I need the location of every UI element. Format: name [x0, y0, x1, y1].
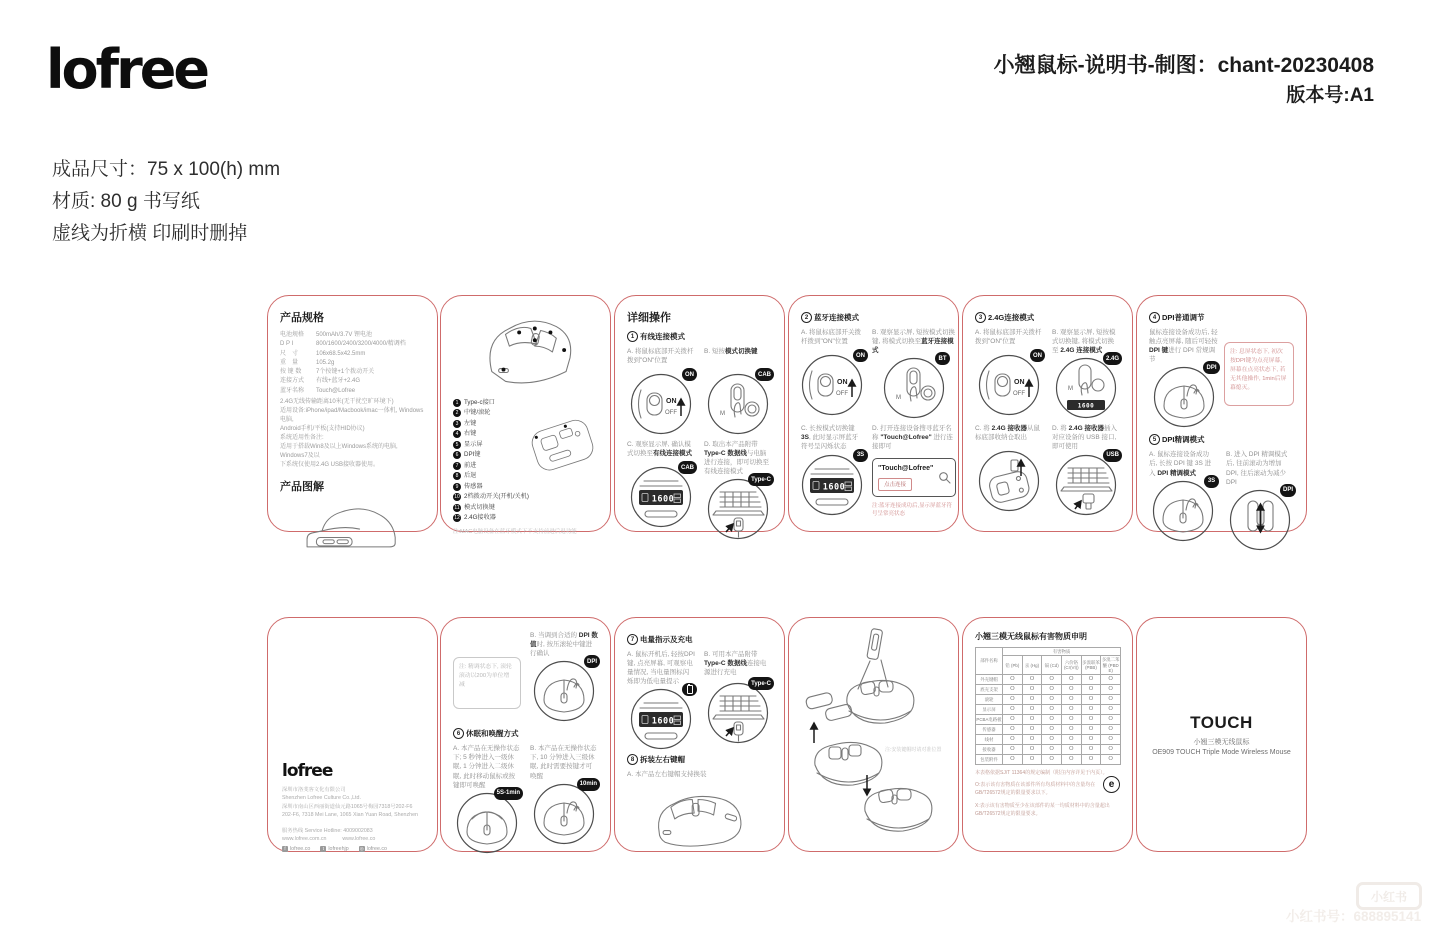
- step-text: B. 本产品在无操作状态下, 10 分钟进入三级休眠, 此时需要按键才可唤醒: [530, 745, 597, 780]
- section-battery: [627, 634, 772, 645]
- diagram-title: 产品图解: [280, 481, 324, 494]
- type-c-cable-diagram: [707, 478, 769, 540]
- product-name-cn: 小翘三模无线鼠标: [1193, 739, 1250, 746]
- spec-row: 重 量 105.2g: [280, 359, 335, 366]
- step-a: [627, 347, 695, 435]
- press-wheel-diagram: [533, 660, 595, 722]
- twitter-icon: t: [320, 846, 326, 852]
- address-cn: 深圳市南山区西丽街道仙元路1065号梅园7318号202-F6: [282, 803, 413, 810]
- social-row: [282, 846, 418, 852]
- step-a: [801, 328, 863, 419]
- svg-text:OFF: OFF: [836, 391, 848, 397]
- rohs-note-line: X:表示该有害物质至少在该部件的某一均质材料中的含量超出GB/T26572规定的限量要求。: [975, 802, 1110, 817]
- mac-note: 注:MAC电脑设备在蓝牙模式下不支持前进后退功能: [453, 529, 577, 536]
- section-number: 2: [801, 312, 812, 323]
- bt-note: 注:蓝牙连接成功后,显示屏蓝牙符号呈常亮状态: [872, 502, 953, 517]
- section-number: 7: [627, 634, 638, 645]
- step-b: [872, 328, 956, 419]
- panel-dpi: [1136, 295, 1307, 532]
- company-name-en: Shenzhen Lofree Culture Co.,Ltd.: [282, 795, 361, 802]
- section-sleep: [453, 728, 598, 739]
- step-text: C. 观察显示屏, 确认模式切换至有线连接模式: [627, 441, 692, 458]
- facebook-icon: f: [282, 846, 288, 852]
- svg-text:M: M: [720, 411, 725, 417]
- svg-text:1600: 1600: [651, 494, 675, 505]
- power-switch-diagram: [978, 354, 1040, 416]
- step-b: [704, 650, 772, 750]
- step-text: C. 将 2.4G 接收器从鼠标底部收纳仓取出: [975, 425, 1041, 442]
- step-a: [1149, 450, 1217, 550]
- callout-item: 10 2档拨动开关(开机/关机): [454, 493, 529, 501]
- step-text: A. 将鼠标底部开关拨杆拨到"ON"位置: [975, 329, 1042, 346]
- spec-note-line: 适用于搭载Win8及以上Windows系统的电脑, Windows7及以: [280, 444, 398, 460]
- rohs-title: 小翘三模无线鼠标有害物质申明: [975, 632, 1087, 641]
- svg-text:1600: 1600: [1077, 402, 1095, 410]
- callout-item: 8 后退: [453, 472, 598, 481]
- bluetooth-search-box: [872, 458, 956, 497]
- sleep-10min-badge: 10min: [577, 778, 600, 791]
- keycap-align-note: 注:安装键帽时请对准位置: [885, 747, 942, 753]
- mouse-bottom-illustration: [520, 414, 606, 480]
- dpi-press-diagram: [1153, 366, 1215, 428]
- rohs-row: 底壳支架 O O O O O O: [976, 685, 1121, 695]
- panel-battery-charging: [614, 617, 785, 852]
- svg-text:ON: ON: [1014, 379, 1025, 386]
- doc-title-line2: 版本号:A1: [1286, 84, 1374, 106]
- lofree-logo: lofree: [46, 38, 207, 101]
- step-text: B. 短按模式切换键: [704, 348, 758, 355]
- specs-title: 产品规格: [280, 312, 324, 324]
- bluetooth-name: "Touch@Lofree": [878, 464, 934, 472]
- step-text: D. 取出本产品附带 Type-C 数据线与电脑进行连接，即可切换至有线连接模式: [704, 441, 769, 476]
- step-c: [801, 424, 863, 518]
- receiver-removal-diagram: [978, 450, 1040, 512]
- step-a: [975, 328, 1043, 419]
- section-24g: [975, 312, 1120, 323]
- callout-item: 5 显示屏: [453, 441, 598, 450]
- power-switch-diagram: [801, 354, 863, 416]
- step-text: A. 将鼠标底部开关拨杆拨到"ON"位置: [801, 329, 861, 346]
- dpi-normal-step: [1149, 328, 1218, 428]
- svg-text:ON: ON: [837, 379, 848, 386]
- click-connect-button: 点击连接: [878, 478, 912, 491]
- usb-plug-diagram: [1055, 454, 1117, 516]
- step-b: [530, 744, 598, 853]
- battery-display-diagram: [630, 688, 692, 750]
- svg-text:M: M: [896, 395, 901, 402]
- dpi-screen-note: 注: 息屏状态下, 初次按DPI键为点亮屏幕, 屏幕在点亮状态下, 若无其他操作, 1min后屏幕熄灭。: [1224, 342, 1294, 406]
- step-text: D. 将 2.4G 接收器插入对应设备的 USB 接口, 即可使用: [1052, 425, 1118, 451]
- dpi-hold-diagram: [1152, 480, 1214, 542]
- sleep-mouse-diagram: [456, 792, 518, 854]
- cab-badge: CAB: [678, 461, 697, 474]
- svg-text:1600: 1600: [651, 716, 675, 727]
- step-b: [1052, 328, 1120, 419]
- step-b: [704, 347, 772, 435]
- rohs-row: 滚轮 O O O O O O: [976, 695, 1121, 705]
- websites: www.lofree.com.cn www.lofree.co: [282, 836, 376, 843]
- section-keycaps: [627, 754, 772, 765]
- step-text: B. 进入 DPI 精调模式后, 往前滚动为增加 DPI, 往后滚动为减少 DPI: [1226, 451, 1288, 486]
- rohs-notes: [975, 770, 1120, 819]
- dpi-badge: DPI: [1203, 361, 1219, 374]
- step-c: [975, 424, 1043, 515]
- callout-item: 2 中键/滚轮: [453, 409, 598, 418]
- section-number: 5: [1149, 434, 1160, 445]
- step-text: A. 鼠标开机后, 轻按DPI键, 点亮屏幕, 可观察电量情况, 当电量图标闪烁即为低电量提示: [627, 651, 695, 686]
- step-text: C. 长按模式切换键 3S, 此时显示屏蓝牙符号呈闪烁状态: [801, 425, 859, 451]
- callout-item: 11 模式切换键: [454, 503, 495, 511]
- step-text: 鼠标连接设备成功后, 轻触点亮屏幕, 随后可轻按 DPI 键进行 DPI 常规调节: [1149, 329, 1218, 364]
- callout-item: 1 Type-c接口: [453, 399, 598, 408]
- spec-note-line: 适用设备:iPhone/ipad/Macbook/imac一体机, Windows电脑,: [280, 408, 424, 424]
- address-en: 202-F6, 7318 Mei Lane, 1065 Xian Yuan Road, Shenzhen: [282, 812, 418, 819]
- 24g-badge: 2.4G: [1103, 352, 1122, 365]
- callout-item: 7 前进: [453, 462, 598, 471]
- company-name-cn: 深圳市洛斐客文化有限公司: [282, 787, 346, 793]
- product-brand-title: TOUCH: [1190, 713, 1253, 732]
- panel-wired-mode: [614, 295, 785, 532]
- spec-note-line: 下系统仅使用2.4G USB接收器使用。: [280, 462, 380, 469]
- mode-button-diagram: [883, 357, 945, 419]
- panel-bluetooth-mode: [788, 295, 959, 532]
- sleep-5s-badge: 5S-1min: [494, 787, 523, 800]
- display-diagram: [630, 466, 692, 528]
- svg-text:OFF: OFF: [1013, 391, 1025, 397]
- panel-24g-mode: [962, 295, 1133, 532]
- fine-tune-note: 注: 精调状态下, 滚轮滚动以200为单位增减: [453, 657, 521, 709]
- spec-row: 连接方式 有线+蓝牙+2.4G: [280, 378, 361, 385]
- xiaohongshu-watermark-badge: 小红书: [1356, 882, 1422, 910]
- facebook-handle: f lofree.co: [282, 846, 310, 852]
- type-c-badge: Type-C: [748, 677, 774, 690]
- section-label: DPI精调模式: [1162, 435, 1205, 445]
- spec-note-line: Android手机/平板(支持HID协议): [280, 426, 365, 433]
- rohs-row: 传感器 O O O O O O: [976, 724, 1121, 734]
- section-wired: [627, 331, 772, 342]
- section-number: 1: [627, 331, 638, 342]
- spec-row: 尺 寸 106x68.5x42.5mm: [280, 350, 366, 357]
- service-hotline: 服务热线 Service Hotline: 4009002083: [282, 827, 373, 834]
- hold-3s-badge: 3S: [1204, 475, 1219, 488]
- section-number: 8: [627, 754, 638, 765]
- step-b: [1226, 450, 1294, 550]
- step-a: [453, 744, 521, 853]
- material: 材质: 80 g 书写纸: [52, 190, 200, 212]
- print-spec-note: [52, 154, 280, 250]
- spec-row: 按 键 数 7个按键+1个拨动开关: [280, 369, 375, 376]
- instagram-icon: ◎: [359, 845, 364, 851]
- svg-text:ON: ON: [666, 398, 677, 405]
- deep-sleep-diagram: [533, 783, 595, 845]
- step-text: B. 可用本产品附带Type-C 数据线连接电源进行充电: [704, 651, 767, 677]
- spec-extra: [280, 398, 425, 470]
- panel-product-callouts: [440, 295, 611, 536]
- rohs-row: 外壳键帽 O O O O O O: [976, 675, 1121, 685]
- type-c-badge: Type-C: [748, 473, 774, 486]
- callout-item: 6 DPI键: [453, 451, 598, 460]
- step-d: [872, 424, 956, 518]
- spec-row: 蓝牙名称 Touch@Lofree: [280, 387, 356, 394]
- usb-badge: USB: [1103, 449, 1122, 462]
- section-label: 休眠和唤醒方式: [466, 729, 519, 739]
- callout-item: 3 左键: [453, 420, 598, 429]
- svg-text:OFF: OFF: [665, 410, 677, 416]
- step-text: D. 打开连接设备搜寻蓝牙名称 "Touch@Lofree" 进行连接即可: [872, 425, 954, 451]
- operations-title: 详细操作: [627, 312, 671, 324]
- scroll-wheel-diagram: [1229, 489, 1291, 551]
- callout-item: 12 2.4G接收器: [454, 514, 496, 522]
- step-text: B. 当调到合适的 DPI 数值时, 按压滚轮中键进行确认: [530, 632, 598, 658]
- product-name-en: OE909 TOUCH Triple Mode Wireless Mouse: [1152, 749, 1291, 756]
- twitter-handle: t lofreehjp: [320, 846, 348, 852]
- panel-keycap-removal: [788, 617, 959, 852]
- panel-hazardous-substances: [962, 617, 1133, 852]
- svg-text:M: M: [1068, 386, 1073, 393]
- step-c: [627, 440, 695, 540]
- dpi-confirm-step: [530, 631, 598, 722]
- section-number: 6: [453, 728, 464, 739]
- document-title: [994, 50, 1374, 110]
- battery-badge: [682, 683, 697, 696]
- section-dpi-normal: [1149, 312, 1294, 323]
- bt-badge: BT: [935, 352, 950, 365]
- section-label: 电量指示及充电: [640, 635, 693, 644]
- step-d: [704, 440, 772, 540]
- display-diagram: [801, 454, 863, 516]
- dpi-badge: DPI: [1280, 484, 1296, 497]
- step-text: B. 观察显示屏, 短按模式切换键, 将模式切换至 2.4G 连接模式: [1052, 329, 1116, 355]
- step-text: A. 将鼠标底部开关拨杆拨到"ON"位置: [627, 348, 694, 365]
- rohs-row: 接收器 O O O O O O: [976, 744, 1121, 754]
- step-a: [627, 650, 695, 750]
- rohs-row: 包装附件 O O O O O O: [976, 754, 1121, 764]
- on-badge: ON: [853, 349, 868, 362]
- mode-button-display-diagram: [1055, 357, 1117, 419]
- dpi-badge: DPI: [584, 655, 600, 668]
- rohs-note-line: O:表示该有害物质在该部件所有均质材料中的含量均在GB/T26572规定的限量要求以下。: [975, 782, 1096, 797]
- spec-list: [280, 331, 425, 396]
- magnifier-icon: [938, 471, 951, 484]
- panel-company-back-cover: [267, 617, 438, 852]
- spec-row: 电池规格 500mAh/3.7V 锂电池: [280, 332, 373, 338]
- step-text: A. 鼠标连接设备成功后, 长按 DPI 键 3S 进入 DPI 精调模式: [1149, 451, 1212, 477]
- keycap-swap-text: A. 本产品左右键帽支持换装: [627, 771, 707, 779]
- spec-row: D P I 800/1600/2400/3200/4000/精调档: [280, 341, 406, 348]
- panel-brand-cover: [1136, 617, 1307, 852]
- on-badge: ON: [1030, 349, 1045, 362]
- rohs-row: 显示屏 O O O O O O: [976, 704, 1121, 714]
- cab-badge: CAB: [755, 368, 774, 381]
- rohs-table: 部件名称 有害物质 铅 (Pb) 汞 (Hg) 镉 (Cd) 六价铬 (Cr(VI)) 多溴联苯 (PBB) 多溴二苯醚 (PBDE) 外壳键帽 O O O O O O 底壳支架 O O O O O O 滚轮 O O O O O O 显示屏 O O O O O O PCBA电路板 O O O O O O 传感器 O O O O O O 线材 O O O O O O 接收器 O O O O O O 包装附件 O O O O O O: [975, 647, 1121, 765]
- power-switch-diagram: [630, 373, 692, 435]
- rohs-note-line: 本表格依据SJ/T 11364的规定编制（附注内容详见于内页）。: [975, 769, 1108, 776]
- panel-sleep-wake: [440, 617, 611, 852]
- section-number: 3: [975, 312, 986, 323]
- rohs-row: PCBA电路板 O O O O O O: [976, 714, 1121, 724]
- rohs-e-logo: e: [1103, 776, 1120, 793]
- section-dpi-fine: [1149, 434, 1294, 445]
- doc-title-line1: 小翘鼠标-说明书-制图：chant-20230408: [993, 54, 1374, 77]
- mouse-rear-illustration: [641, 782, 759, 850]
- keycap-removal-illustration: [801, 627, 947, 832]
- section-label: 2.4G连接模式: [988, 313, 1035, 322]
- xiaohongshu-watermark-id: 小红书号：688895141: [1286, 909, 1422, 924]
- step-text: B. 观察显示屏, 短按模式切换键, 将模式切换至蓝牙连接模式: [872, 329, 956, 355]
- spec-note-line: 系统适用性备注:: [280, 435, 324, 442]
- spec-note-line: 2.4G无线传输距离10米(无干扰空旷环境下): [280, 399, 394, 406]
- mouse-top-illustration: [461, 307, 591, 395]
- svg-text:1600: 1600: [822, 482, 846, 493]
- type-c-charge-diagram: [707, 682, 769, 744]
- step-text: A. 本产品在无操作状态下; 5 秒钟进入一级休眠, 1 分钟进入二级休眠, 此时移动鼠标或按键即可唤醒: [453, 745, 520, 789]
- section-bluetooth: [801, 312, 946, 323]
- section-label: 拆装左右键帽: [640, 755, 685, 765]
- battery-icon: [687, 685, 693, 694]
- section-number: 4: [1149, 312, 1160, 323]
- fold-note: 虚线为折横 印刷时删掉: [52, 222, 248, 244]
- finished-size: 成品尺寸：75 x 100(h) mm: [52, 159, 281, 180]
- section-label: 有线连接模式: [640, 332, 685, 341]
- step-d: [1052, 424, 1120, 515]
- hold-3s-badge: 3S: [853, 449, 868, 462]
- mode-button-diagram: [707, 373, 769, 435]
- lofree-logo-small: lofree: [282, 761, 333, 781]
- callout-item: 9 传感器: [453, 483, 598, 492]
- rohs-row: 线材 O O O O O O: [976, 734, 1121, 744]
- panel-product-specs: [267, 295, 438, 532]
- section-label: DPI普通调节: [1162, 313, 1205, 322]
- instagram-handle: ◎ lofree.co: [359, 845, 387, 852]
- section-label: 蓝牙连接模式: [814, 313, 859, 322]
- mouse-side-illustration: [288, 500, 418, 560]
- callout-item: 4 右键: [453, 430, 598, 439]
- on-badge: ON: [682, 368, 697, 381]
